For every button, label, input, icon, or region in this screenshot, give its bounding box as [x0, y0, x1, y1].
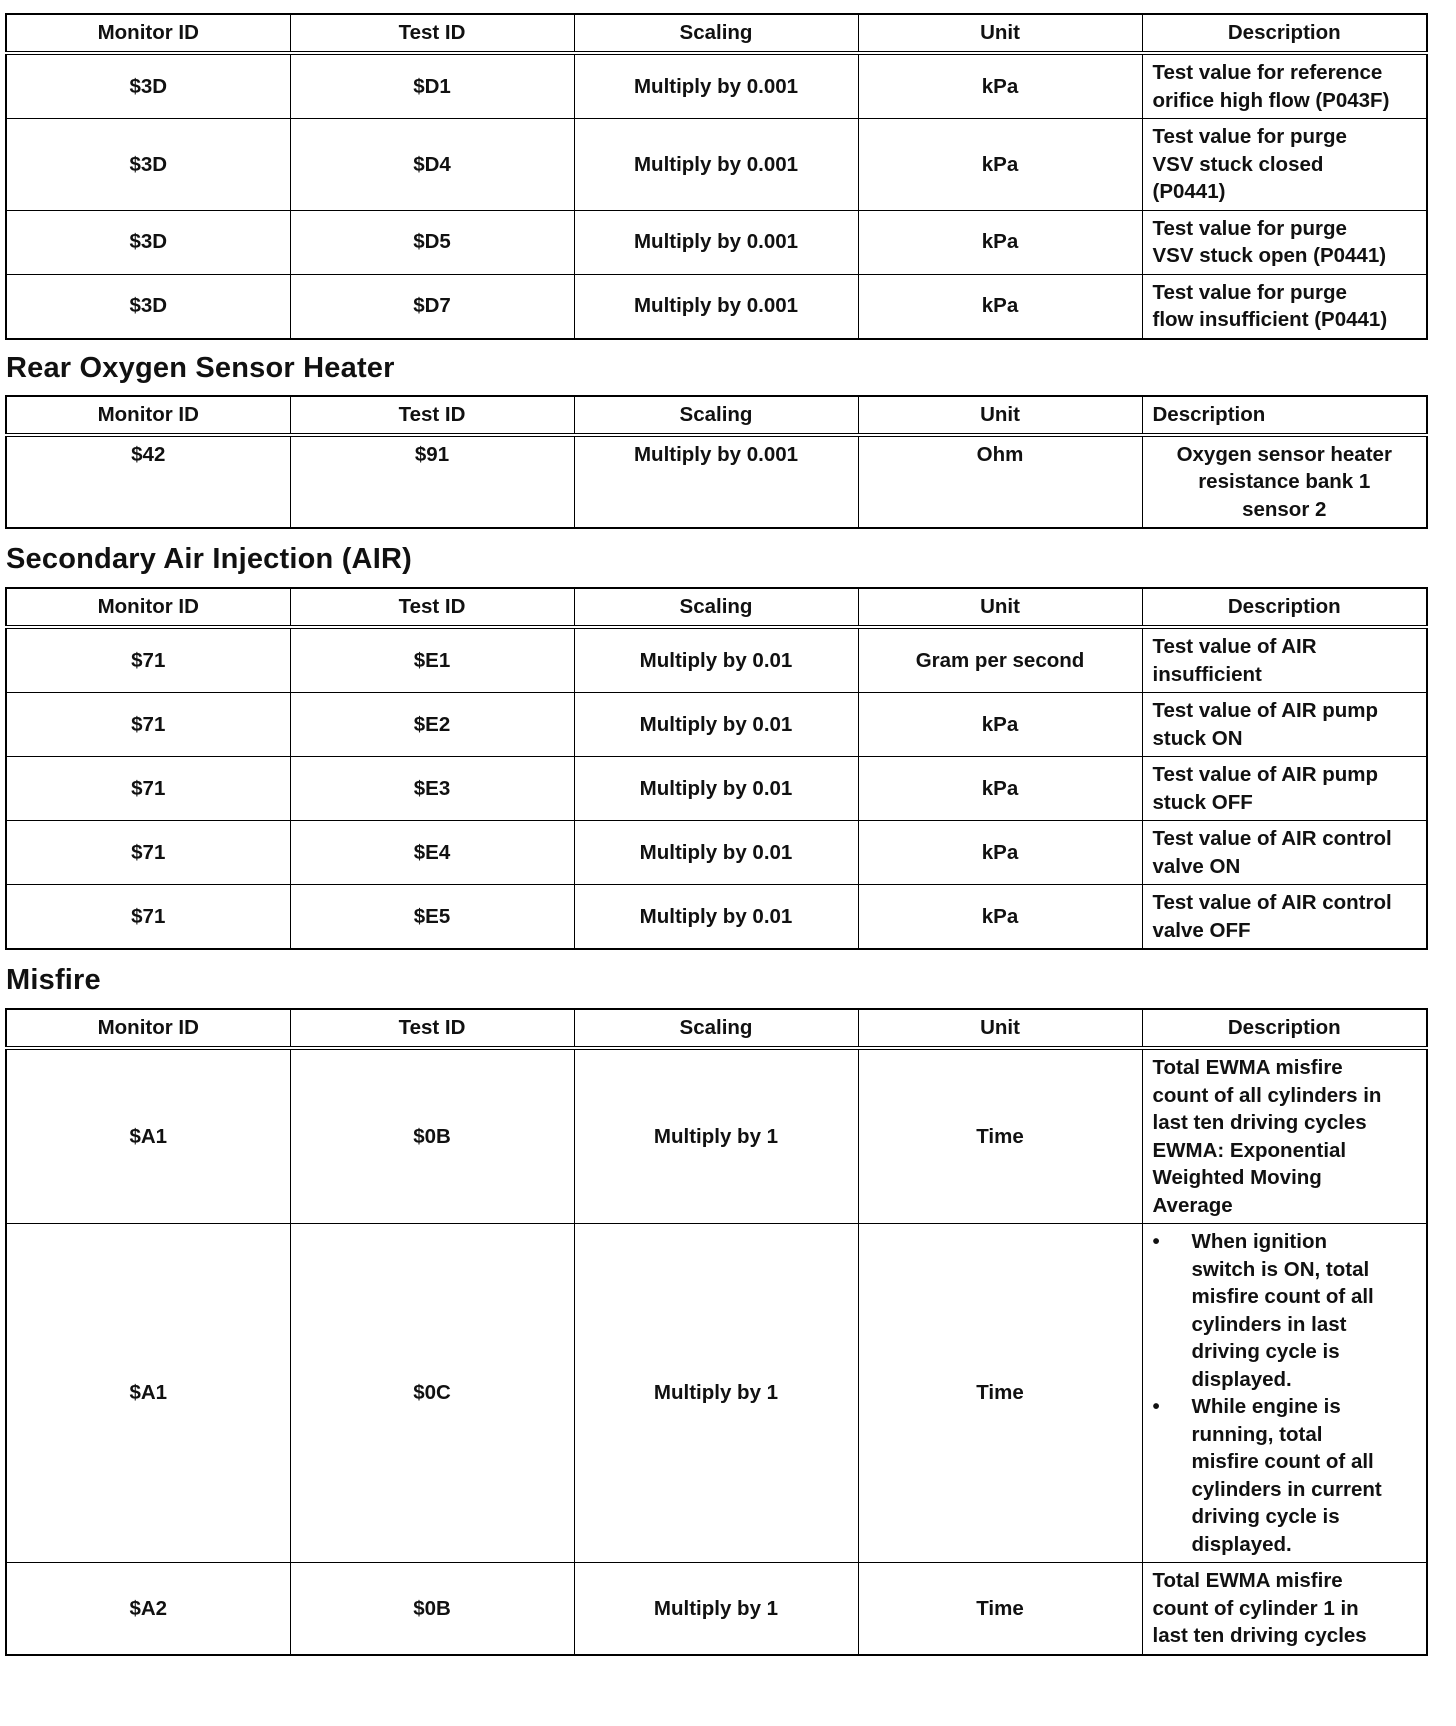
table-row	[6, 1563, 1427, 1655]
cell-unit: kPa	[858, 885, 1142, 950]
cell-unit: kPa	[858, 210, 1142, 274]
header-monitor-id: Monitor ID	[6, 588, 290, 627]
header-test-id: Test ID	[290, 588, 574, 627]
evap-monitor-table	[5, 13, 1428, 340]
header-scaling: Scaling	[574, 588, 858, 627]
cell-unit: kPa	[858, 274, 1142, 339]
header-scaling: Scaling	[574, 14, 858, 53]
cell-description	[1142, 821, 1427, 885]
cell-scaling: Multiply by 0.01	[574, 757, 858, 821]
table-row	[6, 119, 1427, 211]
desc-line: resistance bank 1	[1198, 470, 1371, 493]
cell-test-id: $E4	[290, 821, 574, 885]
bullet-item	[1153, 1228, 1417, 1393]
cell-scaling: Multiply by 0.01	[574, 821, 858, 885]
desc-line: orifice high flow (P043F)	[1152, 88, 1390, 112]
header-unit: Unit	[858, 588, 1142, 627]
cell-test-id: $E5	[290, 885, 574, 950]
table-row	[6, 53, 1427, 119]
desc-line: Total EWMA misfire	[1152, 1569, 1343, 1592]
table-header-row	[6, 14, 1427, 53]
cell-scaling: Multiply by 0.001	[574, 119, 858, 211]
cell-description	[1142, 1048, 1427, 1224]
table-row	[6, 1048, 1427, 1224]
table-row	[6, 435, 1427, 529]
cell-description	[1142, 53, 1427, 119]
bullet-item	[1153, 1393, 1417, 1558]
header-unit: Unit	[858, 1009, 1142, 1048]
section-title-rear-oxygen-sensor-heater: Rear Oxygen Sensor Heater	[6, 351, 395, 384]
cell-test-id: $91	[290, 435, 574, 529]
rear-oxygen-sensor-heater-table	[5, 395, 1428, 530]
desc-line: Test value of AIR pump	[1152, 699, 1379, 722]
cell-scaling: Multiply by 0.001	[574, 274, 858, 339]
desc-line: count of all cylinders in	[1152, 1083, 1382, 1107]
table-row	[6, 821, 1427, 885]
desc-line: displayed.	[1191, 1367, 1292, 1391]
cell-description	[1142, 274, 1427, 339]
desc-line: driving cycle is	[1191, 1505, 1340, 1528]
header-unit: Unit	[858, 396, 1142, 435]
document-page	[5, 13, 1426, 1656]
bullet-icon: •	[1152, 1395, 1160, 1418]
cell-unit: Time	[858, 1563, 1142, 1655]
desc-line: When ignition	[1191, 1230, 1327, 1253]
cell-monitor-id: $42	[6, 435, 290, 529]
cell-scaling: Multiply by 1	[574, 1224, 858, 1563]
cell-scaling: Multiply by 1	[574, 1048, 858, 1224]
cell-unit: Time	[858, 1048, 1142, 1224]
header-monitor-id: Monitor ID	[6, 14, 290, 53]
desc-line: stuck ON	[1152, 726, 1243, 750]
cell-unit: kPa	[858, 119, 1142, 211]
desc-line: Average	[1152, 1193, 1233, 1217]
desc-line: While engine is	[1191, 1395, 1341, 1418]
cell-monitor-id: $3D	[6, 274, 290, 339]
desc-line: cylinders in last	[1191, 1312, 1347, 1336]
cell-scaling: Multiply by 1	[574, 1563, 858, 1655]
desc-line: misfire count of all	[1191, 1450, 1374, 1473]
table-row	[6, 693, 1427, 757]
header-unit: Unit	[858, 14, 1142, 53]
cell-unit: kPa	[858, 821, 1142, 885]
header-scaling: Scaling	[574, 396, 858, 435]
desc-line: last ten driving cycles	[1152, 1111, 1367, 1134]
cell-description	[1142, 757, 1427, 821]
desc-line: Test value of AIR control	[1152, 827, 1392, 850]
cell-scaling: Multiply by 0.001	[574, 53, 858, 119]
cell-test-id: $D5	[290, 210, 574, 274]
table-row	[6, 210, 1427, 274]
table-header-row	[6, 588, 1427, 627]
desc-line: driving cycle is	[1191, 1340, 1340, 1363]
cell-description	[1142, 1224, 1427, 1563]
desc-line: displayed.	[1191, 1532, 1292, 1556]
desc-line: (P0441)	[1152, 180, 1226, 203]
cell-monitor-id: $71	[6, 627, 290, 693]
desc-line: Test value of AIR control	[1152, 891, 1392, 914]
cell-test-id: $E1	[290, 627, 574, 693]
desc-line: VSV stuck closed	[1152, 152, 1324, 176]
table-header-row	[6, 1009, 1427, 1048]
cell-test-id: $0B	[290, 1563, 574, 1655]
header-test-id: Test ID	[290, 396, 574, 435]
header-monitor-id: Monitor ID	[6, 1009, 290, 1048]
desc-line: running, total	[1191, 1422, 1323, 1446]
cell-description	[1142, 435, 1427, 529]
desc-line: Test value of AIR pump	[1152, 763, 1379, 786]
desc-line: last ten driving cycles	[1152, 1624, 1367, 1647]
cell-monitor-id: $71	[6, 757, 290, 821]
table-row	[6, 1224, 1427, 1563]
cell-monitor-id: $A2	[6, 1563, 290, 1655]
cell-scaling: Multiply by 0.01	[574, 693, 858, 757]
cell-test-id: $E2	[290, 693, 574, 757]
cell-scaling: Multiply by 0.001	[574, 435, 858, 529]
header-description: Description	[1142, 396, 1427, 435]
desc-line: Test value for purge	[1152, 216, 1347, 240]
cell-unit: kPa	[858, 693, 1142, 757]
cell-description	[1142, 210, 1427, 274]
desc-line: Weighted Moving	[1152, 1166, 1322, 1189]
cell-monitor-id: $A1	[6, 1224, 290, 1563]
desc-line: Test value for purge	[1152, 280, 1347, 304]
cell-unit: kPa	[858, 757, 1142, 821]
bullet-icon: •	[1152, 1230, 1160, 1253]
cell-monitor-id: $71	[6, 821, 290, 885]
header-description: Description	[1142, 1009, 1427, 1048]
desc-line: switch is ON, total	[1191, 1257, 1370, 1281]
desc-line: valve OFF	[1152, 918, 1251, 942]
table-row	[6, 274, 1427, 339]
desc-line: insufficient	[1152, 662, 1262, 686]
desc-line: valve ON	[1152, 854, 1241, 878]
desc-line: flow insufficient (P0441)	[1152, 308, 1388, 331]
cell-test-id: $D1	[290, 53, 574, 119]
table-row	[6, 627, 1427, 693]
cell-description	[1142, 885, 1427, 950]
desc-line: misfire count of all	[1191, 1285, 1374, 1308]
header-scaling: Scaling	[574, 1009, 858, 1048]
desc-line: EWMA: Exponential	[1152, 1138, 1347, 1162]
desc-line: stuck OFF	[1152, 790, 1253, 814]
desc-line: cylinders in current	[1191, 1477, 1382, 1501]
cell-unit: kPa	[858, 53, 1142, 119]
cell-description	[1142, 119, 1427, 211]
desc-line: Oxygen sensor heater	[1176, 442, 1392, 466]
cell-test-id: $D4	[290, 119, 574, 211]
cell-test-id: $0B	[290, 1048, 574, 1224]
section-title-misfire: Misfire	[6, 964, 101, 996]
desc-line: sensor 2	[1242, 497, 1327, 521]
header-description: Description	[1142, 588, 1427, 627]
header-description: Description	[1142, 14, 1427, 53]
desc-line: count of cylinder 1 in	[1152, 1596, 1359, 1620]
cell-scaling: Multiply by 0.001	[574, 210, 858, 274]
section-title-secondary-air-injection: Secondary Air Injection (AIR)	[6, 543, 412, 575]
cell-monitor-id: $3D	[6, 53, 290, 119]
cell-monitor-id: $3D	[6, 210, 290, 274]
cell-monitor-id: $A1	[6, 1048, 290, 1224]
cell-unit: Ohm	[858, 435, 1142, 529]
cell-monitor-id: $71	[6, 885, 290, 950]
misfire-table	[5, 1008, 1428, 1656]
cell-unit: Time	[858, 1224, 1142, 1563]
header-test-id: Test ID	[290, 1009, 574, 1048]
cell-test-id: $E3	[290, 757, 574, 821]
table-header-row	[6, 396, 1427, 435]
cell-scaling: Multiply by 0.01	[574, 885, 858, 950]
cell-scaling: Multiply by 0.01	[574, 627, 858, 693]
cell-test-id: $D7	[290, 274, 574, 339]
desc-line: Test value of AIR	[1152, 635, 1317, 658]
cell-description	[1142, 693, 1427, 757]
desc-line: VSV stuck open (P0441)	[1152, 244, 1387, 267]
cell-monitor-id: $71	[6, 693, 290, 757]
table-row	[6, 757, 1427, 821]
desc-line: Total EWMA misfire	[1152, 1056, 1343, 1079]
bullet-list	[1153, 1228, 1417, 1558]
secondary-air-injection-table	[5, 587, 1428, 950]
cell-description	[1142, 627, 1427, 693]
cell-monitor-id: $3D	[6, 119, 290, 211]
cell-description	[1142, 1563, 1427, 1655]
header-monitor-id: Monitor ID	[6, 396, 290, 435]
desc-line: Test value for purge	[1152, 125, 1347, 148]
header-test-id: Test ID	[290, 14, 574, 53]
table-row	[6, 885, 1427, 950]
cell-unit: Gram per second	[858, 627, 1142, 693]
desc-line: Test value for reference	[1152, 61, 1383, 84]
cell-test-id: $0C	[290, 1224, 574, 1563]
